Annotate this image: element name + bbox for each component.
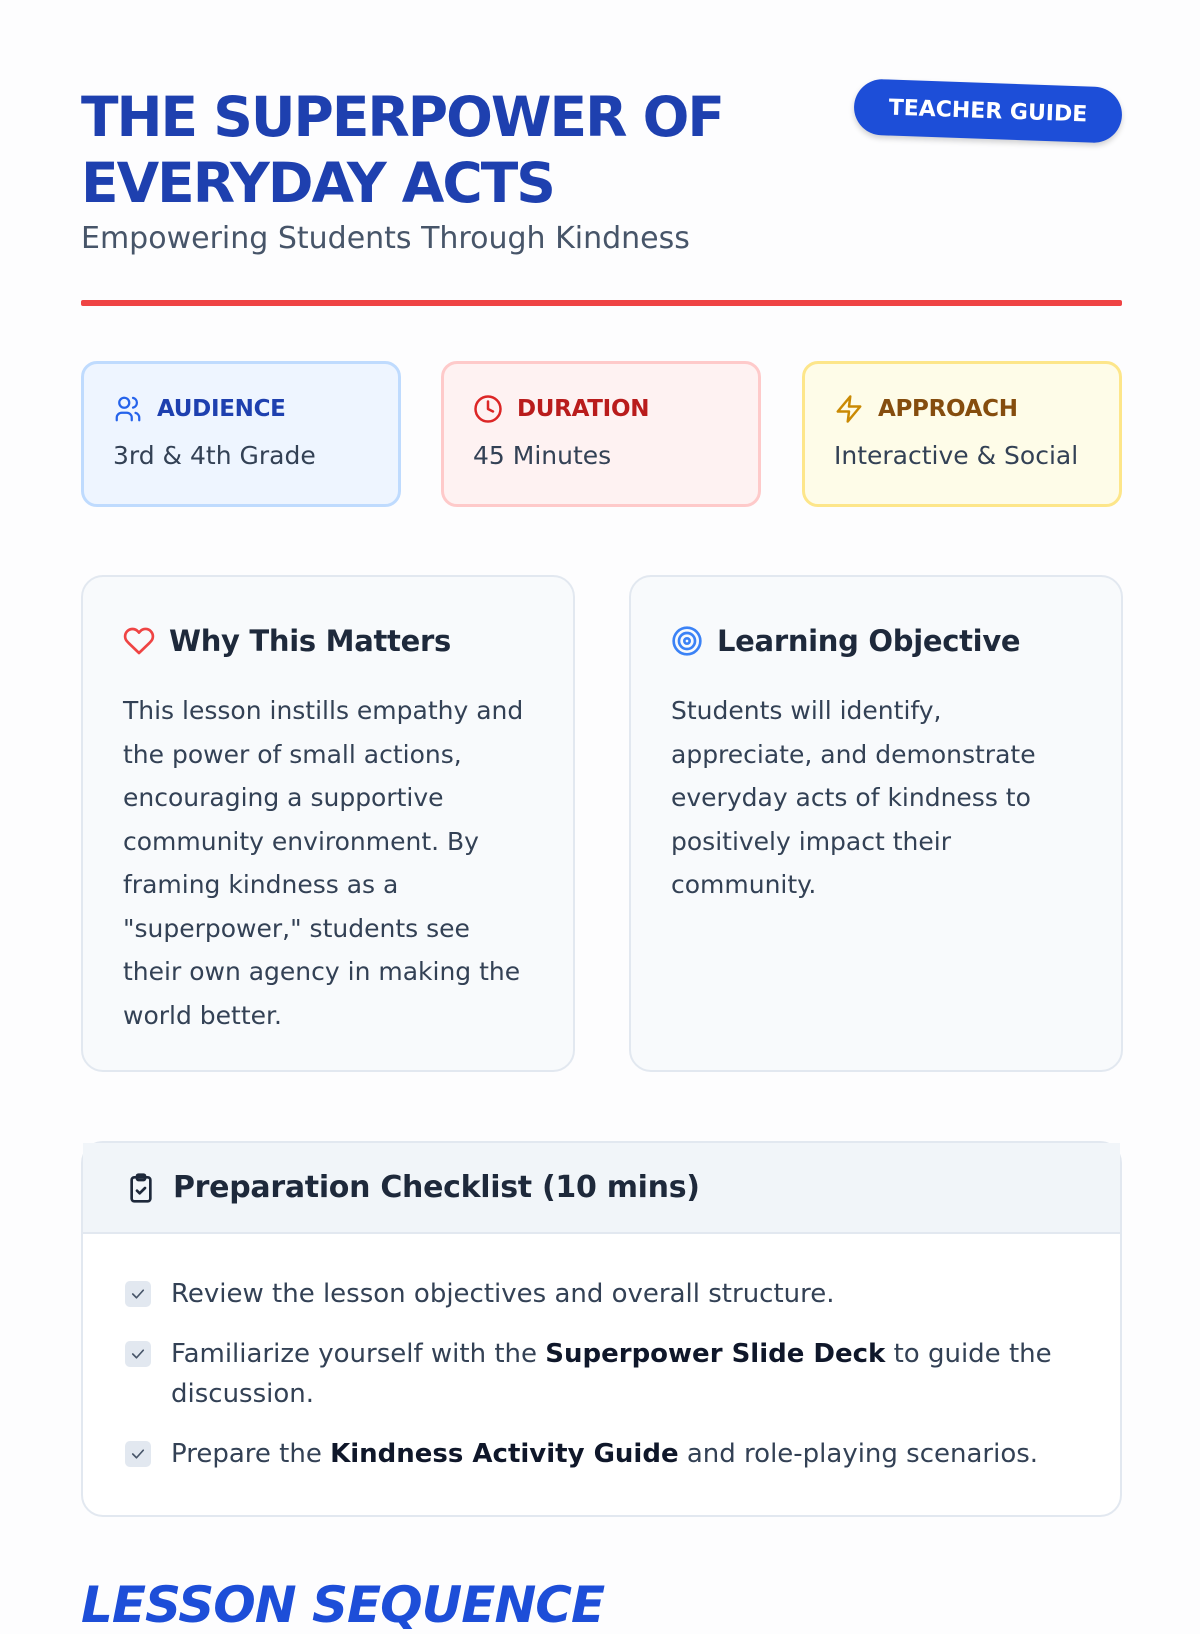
learning-objective-card	[629, 575, 1123, 1072]
checklist-items	[83, 1234, 1120, 1474]
checkmark-icon	[129, 1445, 147, 1463]
why-body: This lesson instills empathy and the power of small actions, encouraging a supportive community environment. By framing kindness as a "superpower," students see their own agency in making the world better.	[123, 696, 524, 1030]
heart-icon	[123, 625, 155, 657]
page-subtitle: Empowering Students Through Kindness	[81, 221, 690, 256]
approach-card	[802, 361, 1122, 507]
checklist-item-text: Familiarize yourself with the Superpower Slide Deck to guide the discussion.	[171, 1339, 1052, 1409]
lesson-sequence-heading: LESSON SEQUENCE	[81, 1576, 605, 1634]
approach-label: APPROACH	[878, 396, 1018, 422]
checklist-item[interactable]	[125, 1274, 1060, 1314]
duration-value: 45 Minutes	[473, 441, 612, 470]
checklist-item-text: Prepare the Kindness Activity Guide and role-playing scenarios.	[171, 1439, 1039, 1469]
checkbox[interactable]	[125, 1441, 151, 1467]
page-title: THE SUPERPOWER OF EVERYDAY ACTS	[81, 85, 723, 215]
checklist-item[interactable]	[125, 1334, 1060, 1414]
objective-body: Students will identify, appreciate, and demonstrate everyday acts of kindness to positively impact their community.	[671, 696, 1036, 899]
clipboard-check-icon	[125, 1172, 157, 1204]
users-icon	[113, 394, 143, 424]
checklist-header	[83, 1143, 1120, 1234]
checklist-item[interactable]	[125, 1434, 1060, 1474]
preparation-checklist	[81, 1141, 1122, 1517]
objective-title: Learning Objective	[717, 624, 1021, 658]
checkmark-icon	[129, 1345, 147, 1363]
why-title: Why This Matters	[169, 624, 451, 658]
checkbox[interactable]	[125, 1341, 151, 1367]
duration-label: DURATION	[517, 396, 650, 422]
checklist-title: Preparation Checklist (10 mins)	[173, 1170, 700, 1205]
teacher-guide-badge: TEACHER GUIDE	[853, 78, 1123, 143]
checkmark-icon	[129, 1285, 147, 1303]
why-this-matters-card	[81, 575, 575, 1072]
approach-value: Interactive & Social	[834, 441, 1079, 470]
lesson-plan-page	[81, 0, 1122, 1634]
audience-label: AUDIENCE	[157, 396, 286, 422]
audience-card	[81, 361, 401, 507]
checklist-item-text: Review the lesson objectives and overall structure.	[171, 1279, 835, 1309]
audience-value: 3rd & 4th Grade	[113, 441, 316, 470]
clock-icon	[473, 394, 503, 424]
duration-card	[441, 361, 761, 507]
header-divider	[81, 300, 1122, 306]
lightning-icon	[834, 394, 864, 424]
target-icon	[671, 625, 703, 657]
checkbox[interactable]	[125, 1281, 151, 1307]
